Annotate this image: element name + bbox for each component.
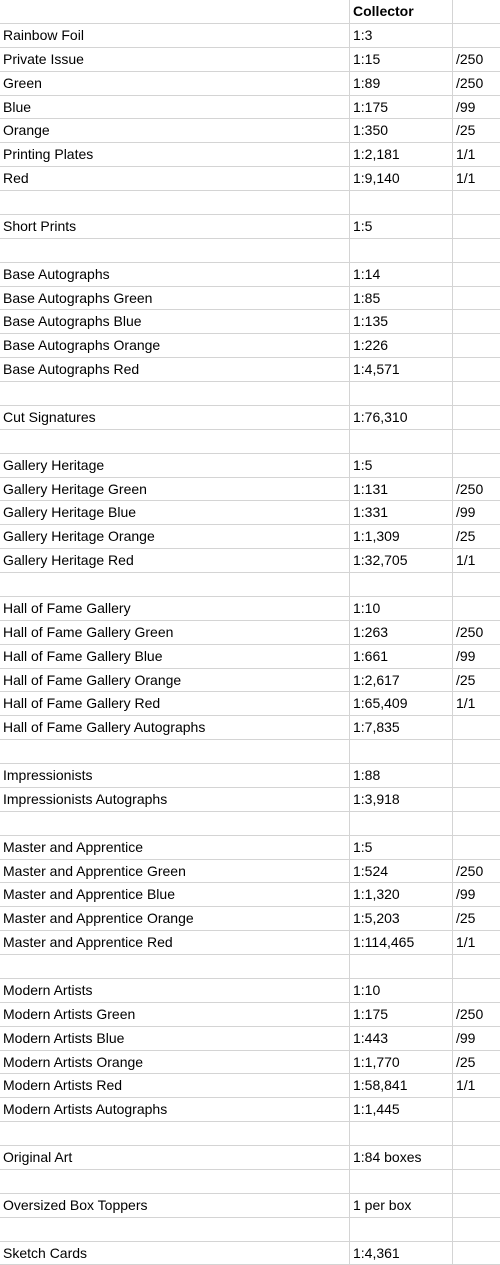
table-row xyxy=(0,621,500,645)
odds-cell: 1:2,181 xyxy=(350,143,453,166)
name-cell xyxy=(0,740,350,763)
table-row xyxy=(0,812,500,836)
table-row xyxy=(0,406,500,430)
odds-cell: 1:524 xyxy=(350,860,453,883)
numbered-cell xyxy=(453,215,500,238)
name-cell xyxy=(0,1122,350,1145)
table-row xyxy=(0,143,500,167)
numbered-cell: 1/1 xyxy=(453,143,500,166)
numbered-cell: 1/1 xyxy=(453,1074,500,1097)
odds-cell: 1:114,465 xyxy=(350,931,453,954)
table-row xyxy=(0,96,500,120)
numbered-cell: /250 xyxy=(453,621,500,644)
name-cell: Base Autographs Red xyxy=(0,358,350,381)
odds-cell: 1:5 xyxy=(350,454,453,477)
odds-cell: 1:89 xyxy=(350,72,453,95)
odds-cell: 1:175 xyxy=(350,96,453,119)
odds-cell: 1:5 xyxy=(350,215,453,238)
table-row xyxy=(0,692,500,716)
odds-cell: 1:76,310 xyxy=(350,406,453,429)
numbered-cell xyxy=(453,1098,500,1121)
name-cell: Blue xyxy=(0,96,350,119)
numbered-cell xyxy=(453,1170,500,1193)
name-cell: Hall of Fame Gallery Blue xyxy=(0,645,350,668)
table-row xyxy=(0,24,500,48)
name-cell: Master and Apprentice Blue xyxy=(0,883,350,906)
numbered-cell xyxy=(453,1218,500,1241)
numbered-cell: /250 xyxy=(453,48,500,71)
table-row xyxy=(0,358,500,382)
table-row xyxy=(0,525,500,549)
table-row xyxy=(0,72,500,96)
numbered-cell xyxy=(453,263,500,286)
name-cell: Gallery Heritage Green xyxy=(0,478,350,501)
table-row xyxy=(0,1170,500,1194)
table-row xyxy=(0,1003,500,1027)
table-row xyxy=(0,860,500,884)
numbered-cell: /250 xyxy=(453,1003,500,1026)
table-row xyxy=(0,1194,500,1218)
name-cell xyxy=(0,955,350,978)
odds-cell: 1:58,841 xyxy=(350,1074,453,1097)
table-row xyxy=(0,716,500,740)
name-cell: Base Autographs xyxy=(0,263,350,286)
table-row xyxy=(0,836,500,860)
name-cell: Modern Artists Red xyxy=(0,1074,350,1097)
name-cell xyxy=(0,1218,350,1241)
table-row xyxy=(0,1027,500,1051)
table-row xyxy=(0,501,500,525)
odds-cell: 1:5 xyxy=(350,836,453,859)
numbered-cell: /25 xyxy=(453,1051,500,1074)
table-row xyxy=(0,931,500,955)
odds-cell: 1:84 boxes xyxy=(350,1146,453,1169)
odds-cell: 1:175 xyxy=(350,1003,453,1026)
table-row xyxy=(0,1074,500,1098)
odds-cell: 1:3,918 xyxy=(350,788,453,811)
table-row xyxy=(0,645,500,669)
numbered-cell: 1/1 xyxy=(453,692,500,715)
name-cell xyxy=(0,382,350,405)
numbered-cell xyxy=(453,836,500,859)
odds-cell: 1 per box xyxy=(350,1194,453,1217)
odds-cell xyxy=(350,1122,453,1145)
numbered-cell: /25 xyxy=(453,669,500,692)
table-row xyxy=(0,764,500,788)
name-cell: Hall of Fame Gallery xyxy=(0,597,350,620)
header-name-cell xyxy=(0,0,350,23)
numbered-cell: /99 xyxy=(453,501,500,524)
odds-cell: 1:9,140 xyxy=(350,167,453,190)
table-row xyxy=(0,1122,500,1146)
name-cell: Short Prints xyxy=(0,215,350,238)
name-cell: Modern Artists Autographs xyxy=(0,1098,350,1121)
numbered-cell xyxy=(453,788,500,811)
name-cell: Hall of Fame Gallery Green xyxy=(0,621,350,644)
name-cell: Master and Apprentice Green xyxy=(0,860,350,883)
table-row xyxy=(0,955,500,979)
odds-cell: 1:65,409 xyxy=(350,692,453,715)
odds-cell: 1:135 xyxy=(350,310,453,333)
numbered-cell: /25 xyxy=(453,525,500,548)
numbered-cell xyxy=(453,310,500,333)
odds-cell: 1:331 xyxy=(350,501,453,524)
numbered-cell xyxy=(453,764,500,787)
name-cell: Private Issue xyxy=(0,48,350,71)
table-row xyxy=(0,167,500,191)
name-cell: Hall of Fame Gallery Orange xyxy=(0,669,350,692)
table-body xyxy=(0,24,500,1265)
table-row xyxy=(0,430,500,454)
name-cell: Base Autographs Blue xyxy=(0,310,350,333)
numbered-cell: /99 xyxy=(453,96,500,119)
odds-cell xyxy=(350,1170,453,1193)
numbered-cell xyxy=(453,430,500,453)
table-row xyxy=(0,310,500,334)
numbered-cell: /99 xyxy=(453,1027,500,1050)
name-cell: Green xyxy=(0,72,350,95)
header-row xyxy=(0,0,500,24)
odds-cell: 1:2,617 xyxy=(350,669,453,692)
name-cell: Original Art xyxy=(0,1146,350,1169)
numbered-cell xyxy=(453,716,500,739)
header-numbered-cell xyxy=(453,0,500,23)
table-row xyxy=(0,883,500,907)
numbered-cell xyxy=(453,358,500,381)
table-row xyxy=(0,740,500,764)
name-cell xyxy=(0,573,350,596)
odds-cell xyxy=(350,382,453,405)
numbered-cell xyxy=(453,1194,500,1217)
name-cell: Base Autographs Green xyxy=(0,287,350,310)
odds-cell: 1:4,361 xyxy=(350,1242,453,1265)
name-cell xyxy=(0,1170,350,1193)
numbered-cell xyxy=(453,287,500,310)
name-cell: Hall of Fame Gallery Autographs xyxy=(0,716,350,739)
numbered-cell xyxy=(453,1146,500,1169)
table-row xyxy=(0,478,500,502)
table-row xyxy=(0,454,500,478)
numbered-cell xyxy=(453,740,500,763)
numbered-cell xyxy=(453,191,500,214)
odds-cell xyxy=(350,1218,453,1241)
odds-cell: 1:1,445 xyxy=(350,1098,453,1121)
odds-cell: 1:85 xyxy=(350,287,453,310)
name-cell: Impressionists Autographs xyxy=(0,788,350,811)
name-cell: Gallery Heritage xyxy=(0,454,350,477)
numbered-cell: 1/1 xyxy=(453,167,500,190)
numbered-cell xyxy=(453,1242,500,1265)
table-row xyxy=(0,1218,500,1242)
name-cell: Gallery Heritage Orange xyxy=(0,525,350,548)
numbered-cell: 1/1 xyxy=(453,931,500,954)
odds-cell: 1:226 xyxy=(350,334,453,357)
odds-cell xyxy=(350,573,453,596)
table-row xyxy=(0,119,500,143)
table-row xyxy=(0,597,500,621)
name-cell xyxy=(0,430,350,453)
name-cell: Modern Artists Green xyxy=(0,1003,350,1026)
table-row xyxy=(0,382,500,406)
numbered-cell: /250 xyxy=(453,478,500,501)
odds-cell: 1:661 xyxy=(350,645,453,668)
odds-cell: 1:15 xyxy=(350,48,453,71)
name-cell: Rainbow Foil xyxy=(0,24,350,47)
numbered-cell: /99 xyxy=(453,645,500,668)
table-row xyxy=(0,1051,500,1075)
table-row xyxy=(0,287,500,311)
numbered-cell xyxy=(453,573,500,596)
numbered-cell xyxy=(453,979,500,1002)
odds-cell: 1:10 xyxy=(350,597,453,620)
odds-cell: 1:10 xyxy=(350,979,453,1002)
table-row xyxy=(0,48,500,72)
name-cell: Orange xyxy=(0,119,350,142)
name-cell xyxy=(0,812,350,835)
odds-cell: 1:350 xyxy=(350,119,453,142)
name-cell: Modern Artists Blue xyxy=(0,1027,350,1050)
name-cell: Cut Signatures xyxy=(0,406,350,429)
numbered-cell: /250 xyxy=(453,72,500,95)
odds-cell: 1:7,835 xyxy=(350,716,453,739)
table-row xyxy=(0,907,500,931)
numbered-cell xyxy=(453,597,500,620)
name-cell: Gallery Heritage Red xyxy=(0,549,350,572)
odds-cell: 1:1,309 xyxy=(350,525,453,548)
name-cell: Base Autographs Orange xyxy=(0,334,350,357)
name-cell: Hall of Fame Gallery Red xyxy=(0,692,350,715)
odds-cell: 1:88 xyxy=(350,764,453,787)
numbered-cell: /250 xyxy=(453,860,500,883)
name-cell xyxy=(0,191,350,214)
odds-cell xyxy=(350,430,453,453)
name-cell: Sketch Cards xyxy=(0,1242,350,1265)
name-cell: Oversized Box Toppers xyxy=(0,1194,350,1217)
odds-cell: 1:263 xyxy=(350,621,453,644)
numbered-cell xyxy=(453,382,500,405)
odds-cell xyxy=(350,955,453,978)
numbered-cell: /25 xyxy=(453,119,500,142)
table-row xyxy=(0,669,500,693)
table-row xyxy=(0,549,500,573)
odds-cell xyxy=(350,812,453,835)
table-row xyxy=(0,239,500,263)
odds-cell: 1:14 xyxy=(350,263,453,286)
odds-cell: 1:131 xyxy=(350,478,453,501)
table-row xyxy=(0,1242,500,1265)
odds-cell: 1:443 xyxy=(350,1027,453,1050)
table-row xyxy=(0,215,500,239)
odds-cell xyxy=(350,191,453,214)
table-row xyxy=(0,979,500,1003)
name-cell: Modern Artists Orange xyxy=(0,1051,350,1074)
header-odds-cell: Collector xyxy=(350,0,453,23)
odds-cell: 1:4,571 xyxy=(350,358,453,381)
name-cell: Master and Apprentice Red xyxy=(0,931,350,954)
table-row xyxy=(0,263,500,287)
numbered-cell: 1/1 xyxy=(453,549,500,572)
table-row xyxy=(0,788,500,812)
name-cell: Red xyxy=(0,167,350,190)
table-row xyxy=(0,1146,500,1170)
odds-cell: 1:32,705 xyxy=(350,549,453,572)
name-cell: Master and Apprentice Orange xyxy=(0,907,350,930)
numbered-cell xyxy=(453,334,500,357)
odds-cell: 1:1,770 xyxy=(350,1051,453,1074)
numbered-cell xyxy=(453,24,500,47)
odds-cell: 1:3 xyxy=(350,24,453,47)
odds-cell: 1:5,203 xyxy=(350,907,453,930)
table-row xyxy=(0,1098,500,1122)
table-row xyxy=(0,334,500,358)
name-cell: Impressionists xyxy=(0,764,350,787)
name-cell: Modern Artists xyxy=(0,979,350,1002)
odds-cell xyxy=(350,239,453,262)
table-row xyxy=(0,191,500,215)
name-cell: Gallery Heritage Blue xyxy=(0,501,350,524)
numbered-cell: /99 xyxy=(453,883,500,906)
numbered-cell xyxy=(453,955,500,978)
odds-cell: 1:1,320 xyxy=(350,883,453,906)
numbered-cell xyxy=(453,454,500,477)
numbered-cell xyxy=(453,239,500,262)
odds-cell xyxy=(350,740,453,763)
table-row xyxy=(0,573,500,597)
numbered-cell xyxy=(453,1122,500,1145)
name-cell xyxy=(0,239,350,262)
name-cell: Printing Plates xyxy=(0,143,350,166)
numbered-cell: /25 xyxy=(453,907,500,930)
numbered-cell xyxy=(453,406,500,429)
numbered-cell xyxy=(453,812,500,835)
name-cell: Master and Apprentice xyxy=(0,836,350,859)
